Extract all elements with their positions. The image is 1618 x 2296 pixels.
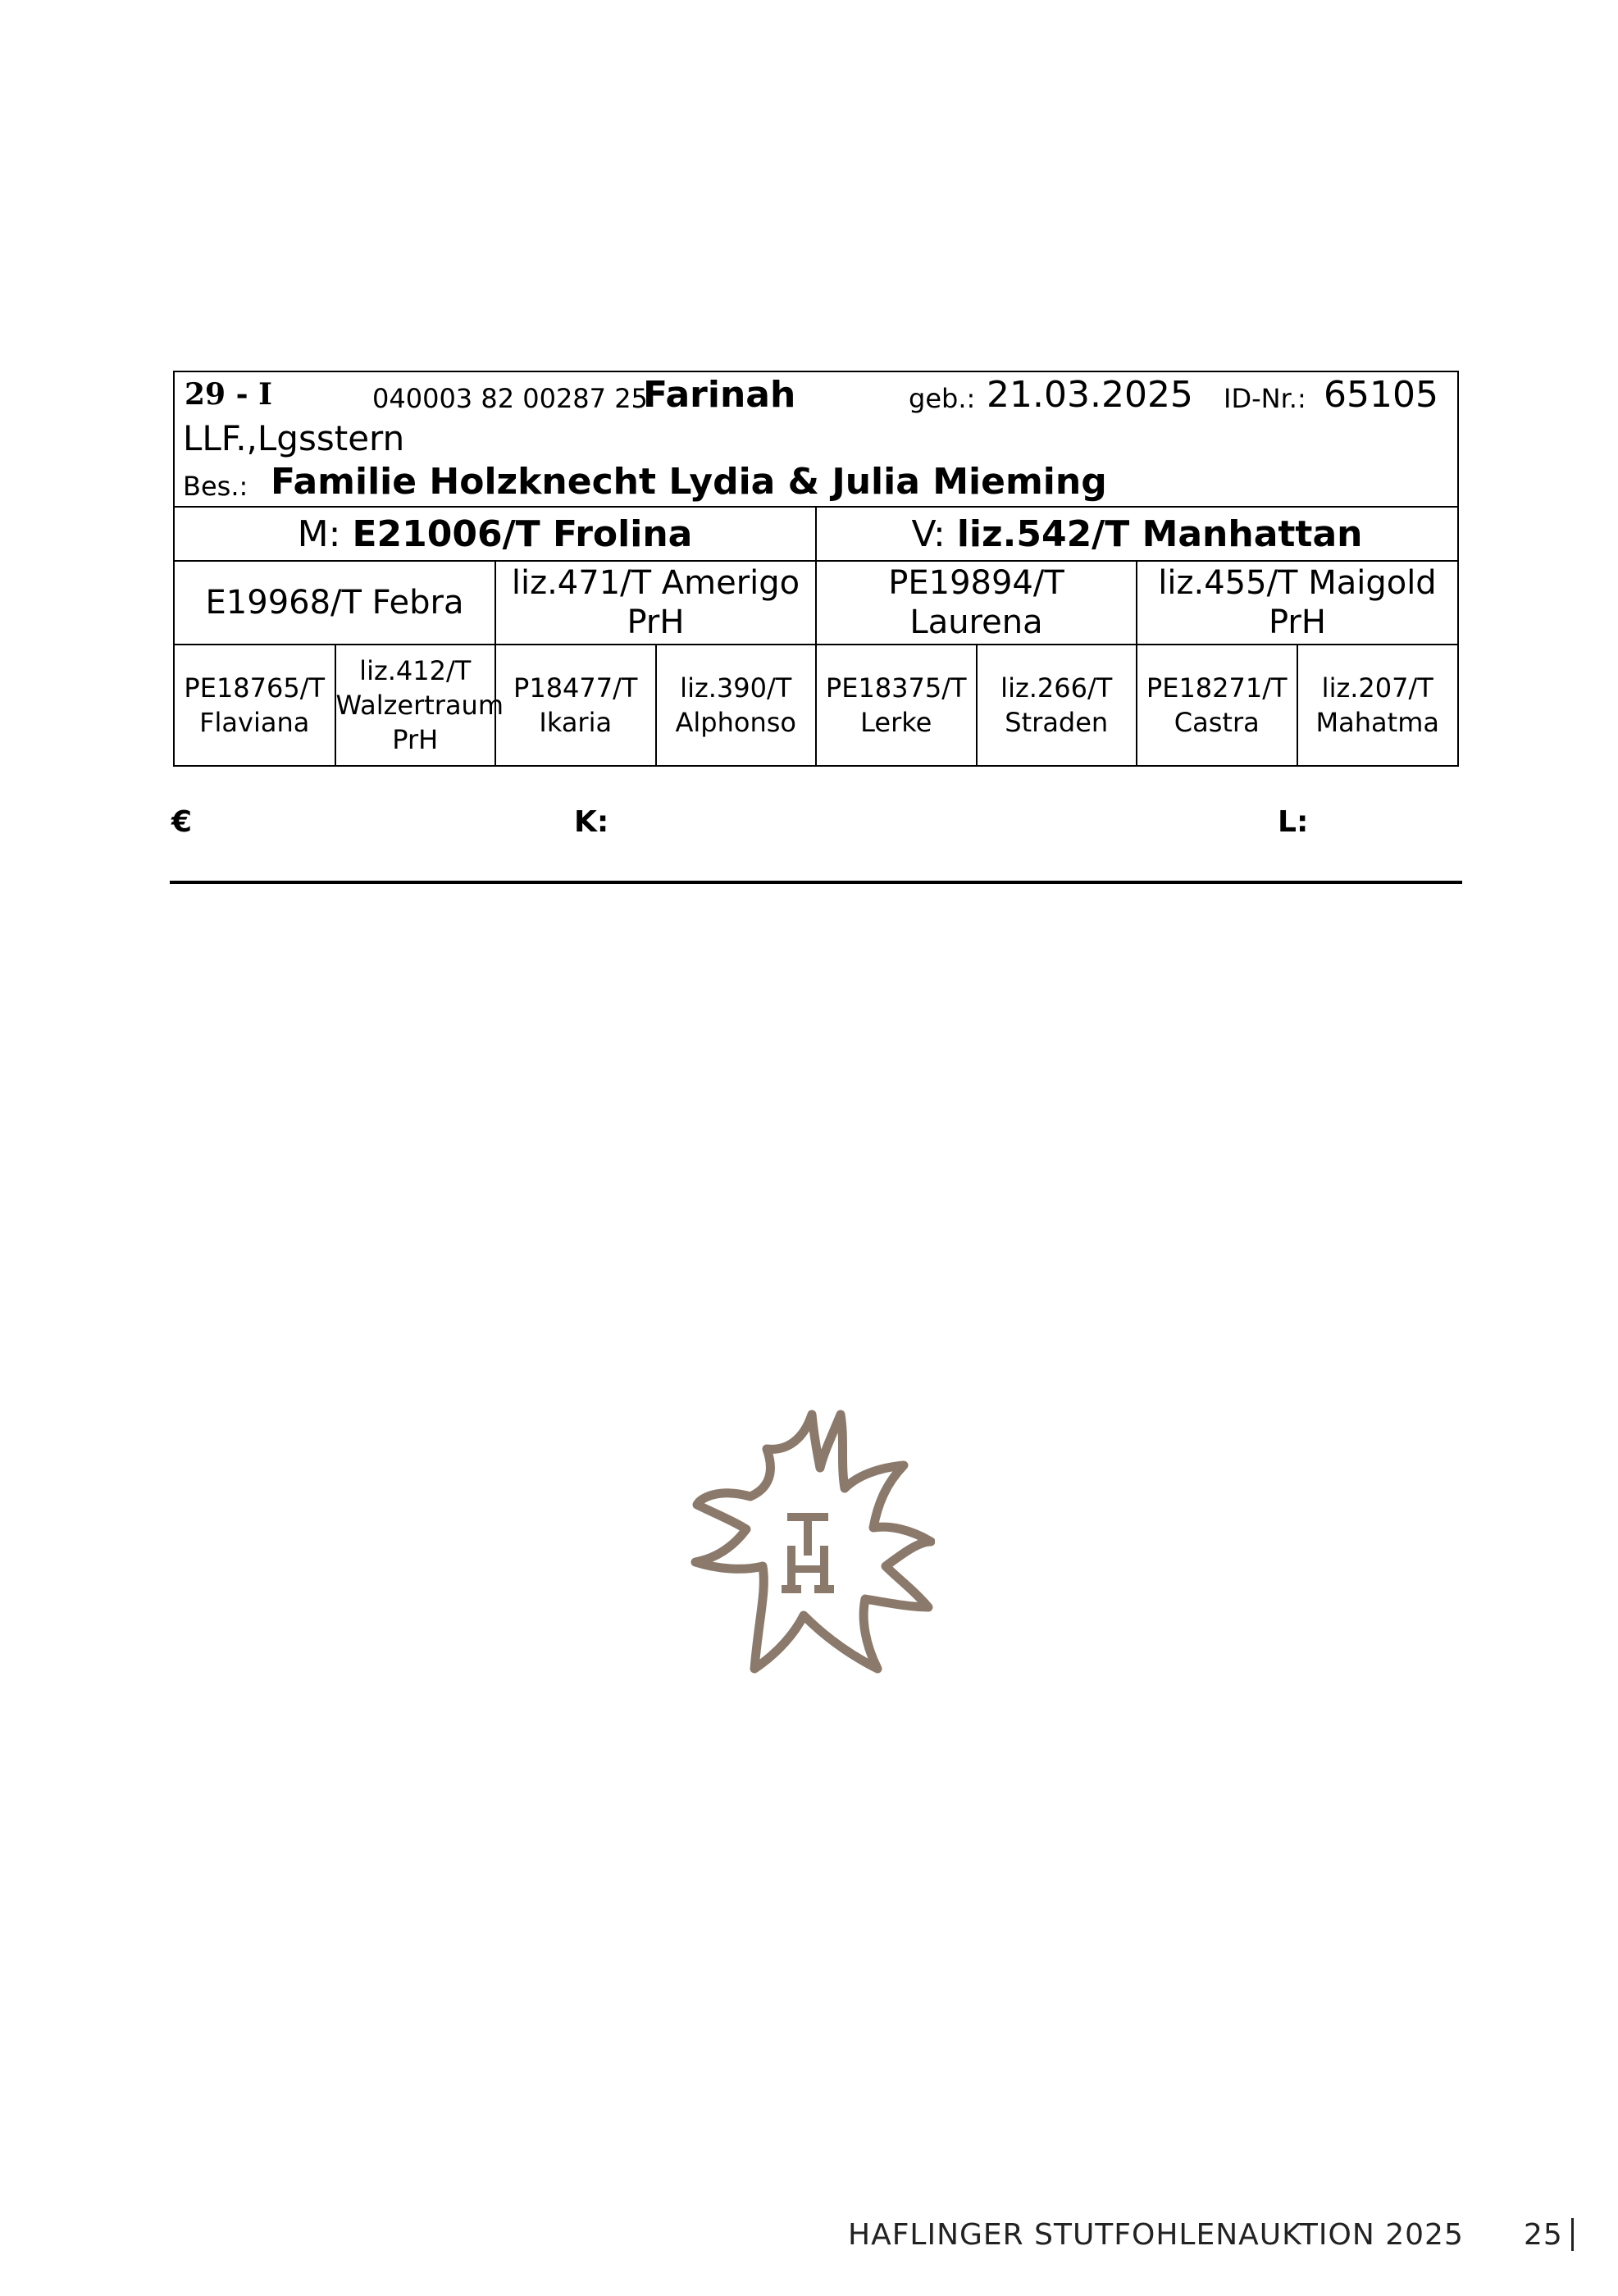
pedigree-great-grandparents-row — [175, 645, 1457, 765]
owner-label: Bes.: — [183, 471, 248, 502]
sire-label: V: — [911, 512, 946, 555]
great-grandparent-cell — [656, 645, 817, 765]
grandparent-line: E19968/T Febra — [205, 584, 464, 622]
id-value: 65105 — [1324, 374, 1438, 416]
coat-color: LLF.,Lgsstern — [183, 418, 405, 458]
edelweiss-th-logo-icon — [689, 1406, 935, 1677]
grandparent-cell — [495, 561, 816, 645]
great-grandparent-cell — [816, 645, 977, 765]
born-date: 21.03.2025 — [987, 374, 1193, 416]
great-grandparent-cell — [335, 645, 504, 765]
born-label: geb.: — [909, 383, 976, 414]
footer-title: HAFLINGER STUTFOHLENAUKTION 2025 — [848, 2218, 1464, 2252]
price-label: € — [171, 805, 193, 839]
grandparent-line: liz.471/T Amerigo — [511, 564, 800, 602]
ancestor-line: Flaviana — [199, 707, 310, 738]
ancestor-line: P18477/T — [513, 672, 638, 704]
id-label: ID-Nr.: — [1224, 383, 1306, 414]
pedigree-table — [175, 508, 1457, 765]
pedigree-grandparents-row — [175, 561, 1457, 645]
great-grandparent-cell — [977, 645, 1137, 765]
great-grandparent-cell — [1297, 645, 1458, 765]
pedigree-parents-row — [175, 508, 1457, 561]
buyer-label: K: — [574, 805, 609, 839]
registration-number: 040003 82 00287 25 — [372, 383, 648, 414]
grandparent-line: PrH — [1269, 604, 1326, 641]
great-grandparent-cell — [1137, 645, 1297, 765]
ancestor-line: Straden — [1005, 707, 1109, 738]
ancestor-line: liz.207/T — [1321, 672, 1433, 704]
ancestor-line: PE18271/T — [1146, 672, 1288, 704]
lot-number: 29 - I — [185, 377, 272, 412]
ancestor-line: liz.390/T — [680, 672, 792, 704]
grandparent-cell — [175, 561, 495, 645]
ancestor-line: PE18765/T — [184, 672, 326, 704]
grandparent-line: liz.455/T Maigold — [1158, 564, 1437, 602]
grandparent-line: PrH — [627, 604, 685, 641]
ancestor-line: PrH — [392, 724, 439, 755]
ancestor-line: liz.412/T — [359, 655, 472, 686]
dam-name: E21006/T Frolina — [352, 512, 693, 555]
ancestor-line: Walzertraum — [335, 690, 504, 721]
horse-entry-card — [173, 371, 1459, 767]
sire-name: liz.542/T Manhattan — [956, 512, 1363, 555]
horse-name: Farinah — [643, 374, 796, 416]
great-grandparent-cell — [495, 645, 656, 765]
great-grandparent-cell — [175, 645, 335, 765]
sire-cell — [816, 508, 1457, 561]
ancestor-line: Castra — [1174, 707, 1260, 738]
grandparent-line: PE19894/T Laurena — [888, 564, 1064, 641]
owner-name: Familie Holzknecht Lydia & Julia Mieming — [271, 461, 1107, 503]
ancestor-line: Lerke — [860, 707, 932, 738]
ancestor-line: Ikaria — [539, 707, 613, 738]
divider-line — [170, 881, 1462, 884]
footer-separator — [1571, 2218, 1574, 2251]
dam-cell — [175, 508, 816, 561]
grandparent-cell — [816, 561, 1137, 645]
page-number: 25 — [1524, 2218, 1563, 2252]
entry-header — [175, 372, 1457, 508]
ancestor-line: Alphonso — [675, 707, 796, 738]
ancestor-line: Mahatma — [1315, 707, 1439, 738]
logo-letters — [782, 1513, 834, 1593]
location-label: L: — [1278, 805, 1309, 839]
dam-label: M: — [297, 512, 341, 555]
ancestor-line: liz.266/T — [1000, 672, 1113, 704]
grandparent-cell — [1137, 561, 1457, 645]
ancestor-line: PE18375/T — [825, 672, 967, 704]
